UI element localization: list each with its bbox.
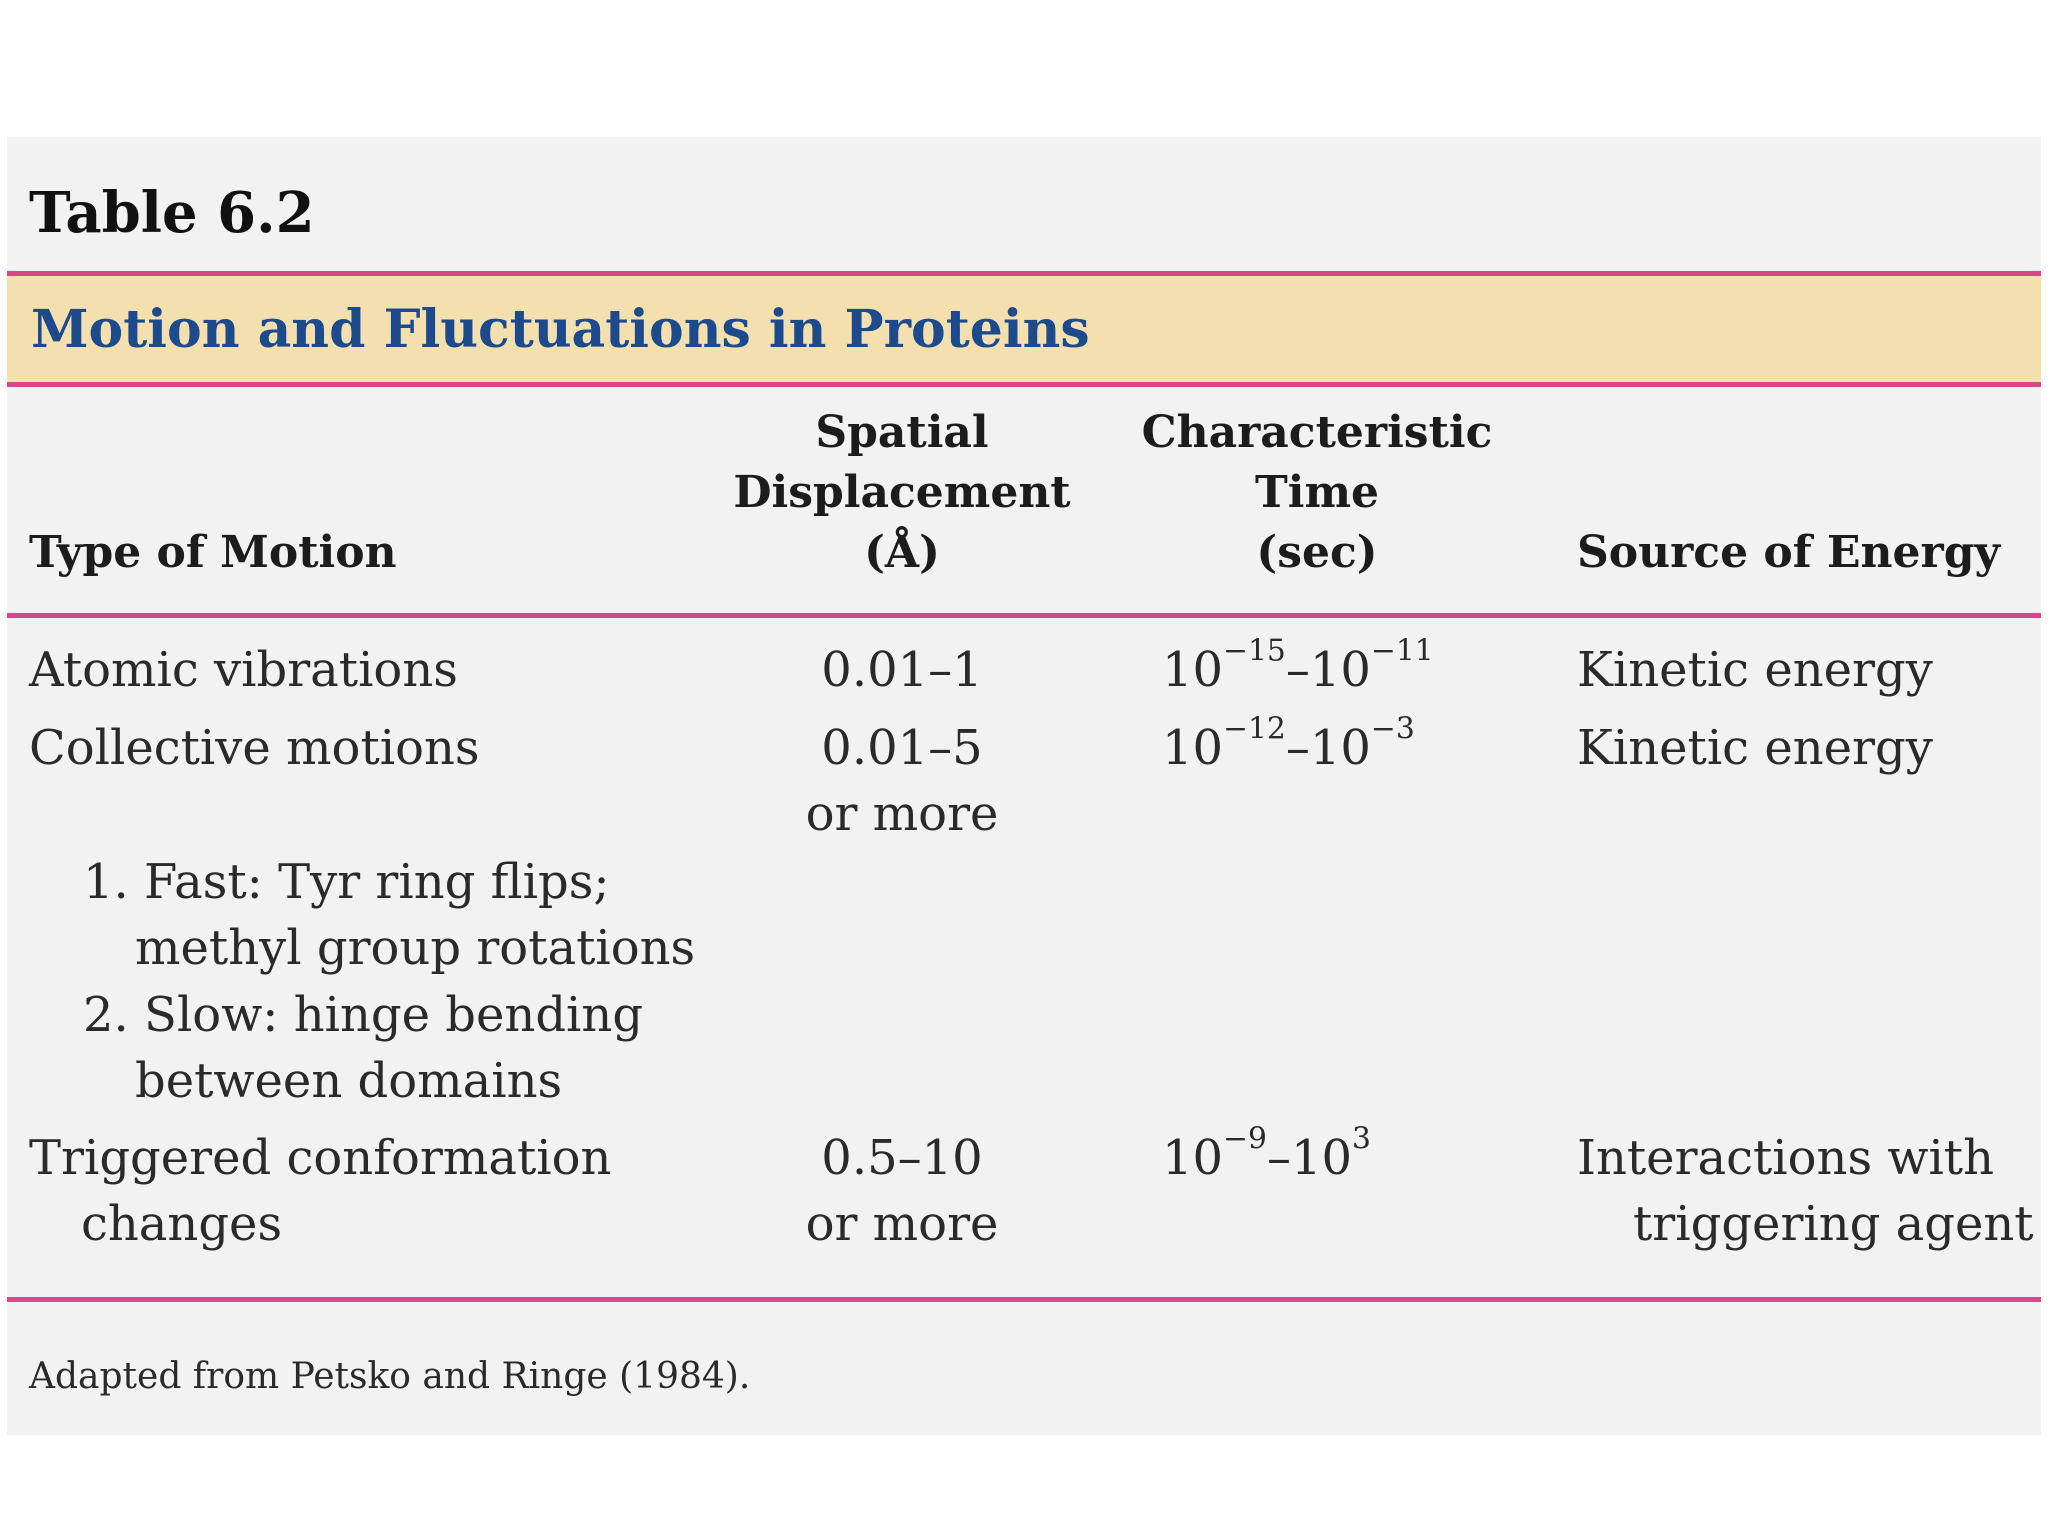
footnote: Adapted from Petsko and Ringe (1984). [29,1356,751,1397]
row-triggered-type [29,1125,611,1257]
row-triggered-energy-line2: triggering agent [1633,1196,2034,1252]
bottom-rule [7,1297,2041,1302]
row-collective-type: Collective motions [29,720,480,776]
table-panel [7,137,2041,1435]
header-time-line1: Characteristic [1141,407,1493,458]
row-triggered-type-line1: Triggered conformation [29,1130,612,1186]
table-number: Table 6.2 [29,180,315,246]
row-triggered-spatial [727,1125,1077,1257]
row-collective-energy: Kinetic energy [1577,720,1933,776]
header-time-line2: Time [1254,467,1379,518]
row-atomic-energy: Kinetic energy [1577,642,1933,698]
row-triggered-time: $10^{-9}-10^3$ [1162,1121,1371,1186]
row-triggered-energy [1577,1125,2034,1257]
sub2-line1: 2. Slow: hinge bending [83,987,644,1043]
title-band [7,276,2041,382]
sub1-line1: 1. Fast: Tyr ring flips; [83,854,610,910]
title-rule [7,382,2041,387]
row-atomic-spatial: 0.01–1 [821,642,983,698]
row-collective-time: $10^{-12}-10^{-3}$ [1162,711,1415,776]
header-source-of-energy: Source of Energy [1577,527,2001,578]
header-spatial-displacement [727,403,1077,583]
header-characteristic-time [1137,403,1497,583]
row-triggered-spatial-line2: or more [805,1196,999,1252]
row-collective-spatial [727,715,1077,847]
row-triggered-spatial-line1: 0.5–10 [821,1130,983,1186]
row-collective-sub1 [83,849,695,981]
sub1-line2: methyl group rotations [135,920,696,976]
row-atomic-time: $10^{-15}-10^{-11}$ [1162,633,1434,698]
row-collective-sub2 [83,982,643,1114]
table-title: Motion and Fluctuations in Proteins [31,299,1090,360]
row-collective-spatial-line1: 0.01–5 [821,720,983,776]
row-triggered-energy-line1: Interactions with [1577,1130,1994,1186]
header-spatial-line1: Spatial [815,407,989,458]
row-triggered-type-line2: changes [81,1196,283,1252]
header-type-of-motion: Type of Motion [29,527,397,578]
row-atomic-type: Atomic vibrations [29,642,458,698]
sub2-line2: between domains [135,1053,563,1109]
header-spatial-line2: Displacement [733,467,1071,518]
header-spatial-line3: (Å) [864,527,940,578]
row-collective-spatial-line2: or more [805,786,999,842]
header-time-line3: (sec) [1256,527,1378,578]
header-rule [7,613,2041,618]
